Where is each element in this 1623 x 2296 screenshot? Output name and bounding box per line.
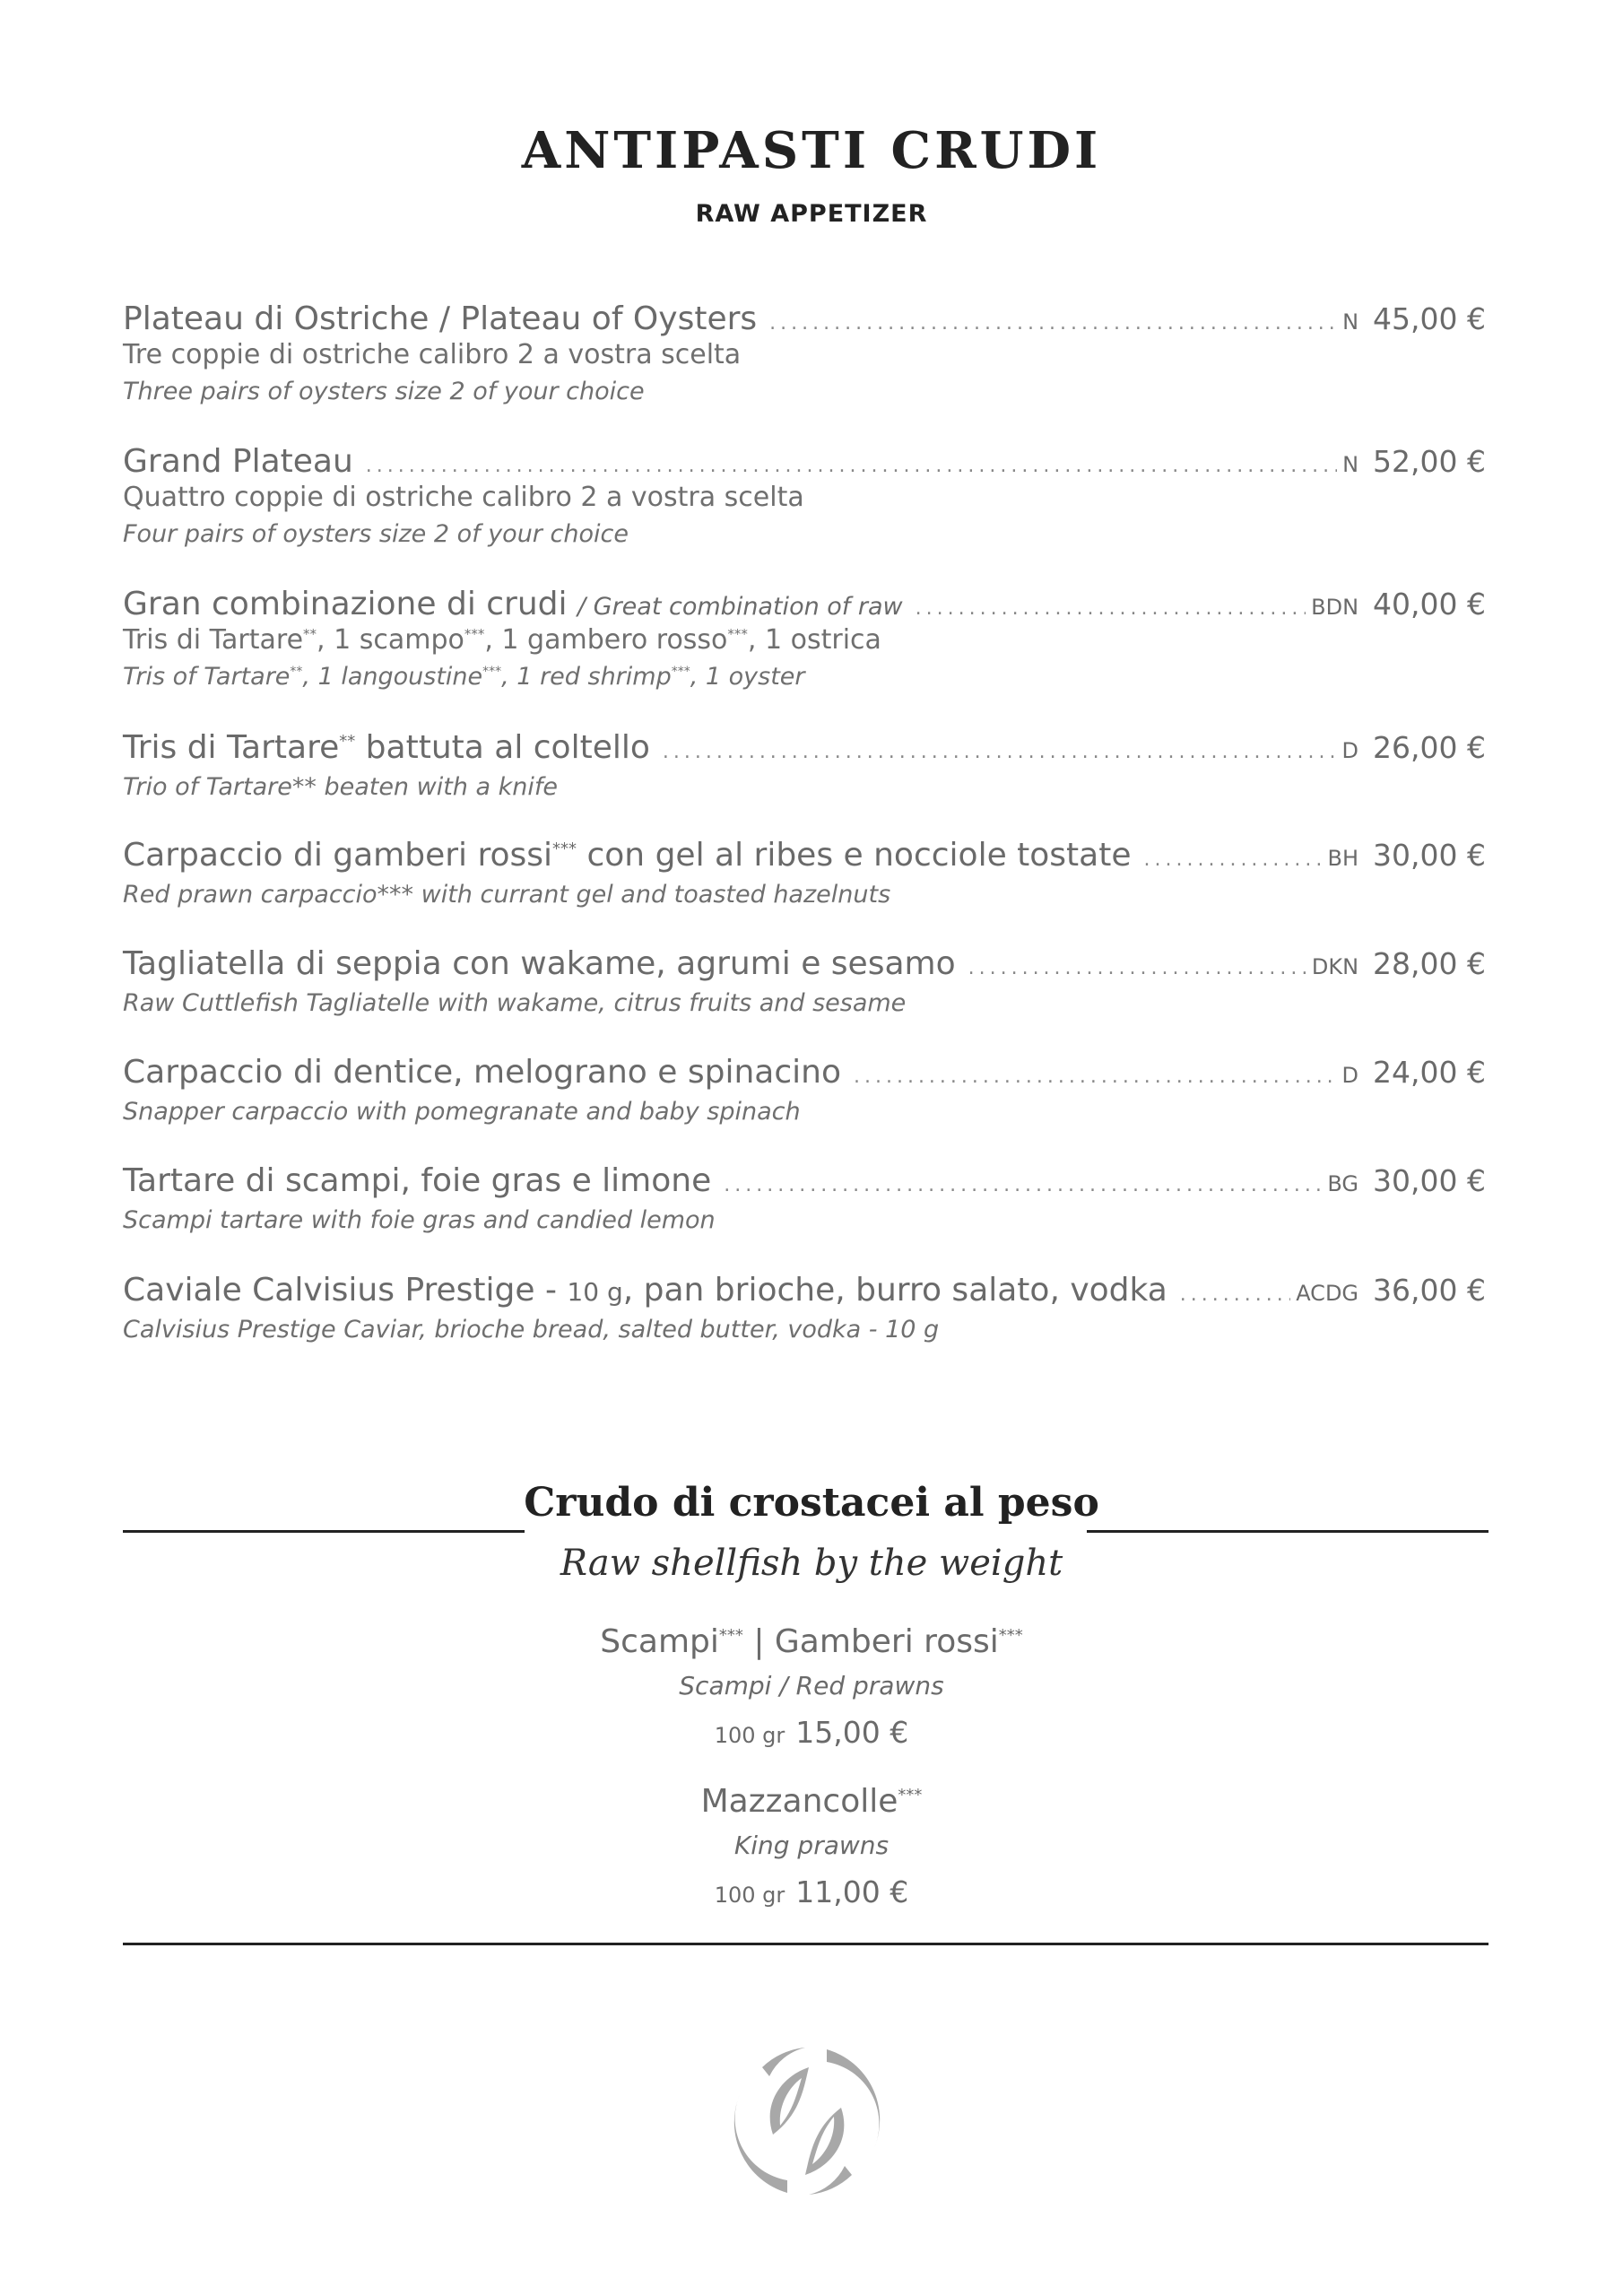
item-name: Tris di Tartare** battuta al coltello (123, 729, 650, 766)
divider-left (123, 1530, 525, 1533)
item-description-en: Three pairs of oysters size 2 of your choice (123, 378, 645, 405)
item-description-en: Raw Cuttlefish Tagliatelle with wakame, citrus fruits and sesame (123, 989, 907, 1017)
weight-entry-name: Mazzancolle*** (700, 1783, 923, 1820)
item-allergens: DKN (1311, 954, 1359, 979)
dot-leader (724, 1174, 1322, 1196)
weight-section-subtitle: Raw shellfish by the weight (560, 1543, 1063, 1584)
item-description-en: Scampi tartare with foie gras and candied lemon (123, 1206, 716, 1234)
dot-leader (1180, 1283, 1290, 1306)
item-name: Tartare di scampi, foie gras e limone (123, 1162, 712, 1199)
weight-entry-english: King prawns (733, 1831, 890, 1860)
item-price: 45,00 € (1373, 301, 1486, 336)
item-description-en: Red prawn carpaccio*** with currant gel and toasted hazelnuts (123, 881, 891, 909)
item-name: Grand Plateau (123, 443, 353, 480)
section-subtitle: RAW APPETIZER (695, 200, 928, 228)
item-allergens: N (1342, 452, 1359, 477)
weight-entry-price-line (0, 1874, 1623, 1909)
item-name: Carpaccio di gamberi rossi*** con gel al ribes e nocciole tostate (123, 837, 1132, 874)
item-description-it: Quattro coppie di ostriche calibro 2 a vostra scelta (123, 482, 804, 513)
item-price: 26,00 € (1373, 730, 1486, 765)
item-description-en: Calvisius Prestige Caviar, brioche bread, salted butter, vodka - 10 g (123, 1316, 940, 1344)
item-allergens: BDN (1311, 595, 1359, 620)
item-description-en: Trio of Tartare** beaten with a knife (123, 773, 558, 801)
dot-leader (769, 312, 1337, 335)
weight-entry-price-line (0, 1715, 1623, 1750)
item-description-it: Tris di Tartare**, 1 scampo***, 1 gambero rosso***, 1 ostrica (123, 624, 881, 656)
item-description-it: Tre coppie di ostriche calibro 2 a vostra scelta (123, 339, 742, 370)
dot-leader (916, 597, 1306, 620)
item-price: 52,00 € (1373, 444, 1486, 479)
item-name: Tagliatella di seppia con wakame, agrumi e sesamo (123, 945, 956, 982)
menu-header (0, 121, 1623, 228)
item-allergens: BH (1327, 846, 1359, 871)
dot-leader (854, 1065, 1337, 1088)
weight-section-title: Crudo di crostacei al peso (524, 1480, 1099, 1526)
item-description-en: Snapper carpaccio with pomegranate and baby spinach (123, 1098, 801, 1126)
menu-item (123, 586, 1486, 691)
dot-leader (663, 741, 1337, 763)
item-price: 24,00 € (1373, 1055, 1486, 1090)
section-title: ANTIPASTI CRUDI (521, 121, 1102, 180)
menu-item (123, 1054, 1486, 1126)
item-description-en: Tris of Tartare**, 1 langoustine***, 1 red shrimp***, 1 oyster (123, 663, 805, 691)
menu-item (123, 1272, 1486, 1344)
dot-leader (968, 957, 1306, 979)
item-allergens: N (1342, 309, 1359, 335)
divider-right (1087, 1530, 1488, 1533)
menu-item (123, 837, 1486, 909)
dot-leader (1144, 848, 1323, 871)
weight-entry-name: Scampi*** | Gamberi rossi*** (600, 1623, 1023, 1660)
item-description-en: Four pairs of oysters size 2 of your choice (123, 520, 629, 548)
weight-entry-qty: 100 gr (714, 1883, 785, 1908)
item-price: 30,00 € (1373, 1163, 1486, 1198)
weight-entry-qty: 100 gr (714, 1723, 785, 1748)
menu-item (123, 300, 1486, 405)
leaf-circle-logo-icon (726, 2040, 888, 2202)
weight-entry-price: 15,00 € (795, 1715, 909, 1750)
item-allergens: D (1341, 1063, 1359, 1088)
weight-entry-english: Scampi / Red prawns (679, 1671, 944, 1700)
menu-item (123, 945, 1486, 1017)
item-price: 28,00 € (1373, 946, 1486, 981)
weight-entry-price: 11,00 € (795, 1874, 909, 1909)
menu-item (123, 729, 1486, 801)
item-price: 30,00 € (1373, 838, 1486, 873)
item-name: Plateau di Ostriche / Plateau of Oysters (123, 300, 758, 337)
item-price: 36,00 € (1373, 1273, 1486, 1308)
item-name: Carpaccio di dentice, melograno e spinacino (123, 1054, 841, 1091)
dot-leader (366, 455, 1337, 477)
item-allergens: ACDG (1296, 1281, 1359, 1306)
item-allergens: D (1341, 738, 1359, 763)
menu-item (123, 1162, 1486, 1234)
divider-bottom (123, 1943, 1488, 1945)
item-name: Caviale Calvisius Prestige - 10 g, pan brioche, burro salato, vodka (123, 1272, 1167, 1309)
menu-item (123, 443, 1486, 548)
item-allergens: BG (1327, 1171, 1359, 1196)
item-name: Gran combinazione di crudi / Great combination of raw (123, 586, 903, 622)
item-price: 40,00 € (1373, 587, 1486, 622)
